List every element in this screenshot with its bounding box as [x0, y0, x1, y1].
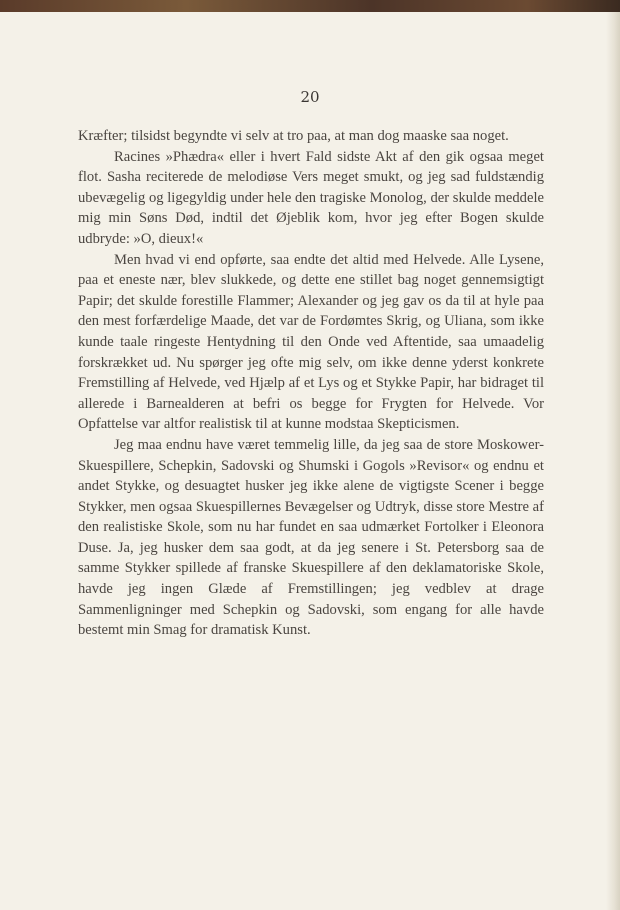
body-text [78, 126, 544, 641]
paragraph: Jeg maa endnu have været temmelig lille, da jeg saa de store Moskower-Skuespillere, Schepkin, Sadovski og Shumski i Gogols »Revisor« og endnu et andet Stykke, og desuagtet husker jeg ikke alene de vigtigste Scener i begge Stykker, men ogsaa Skuespillernes Bevægelser og Udtryk, disse store Mestre af den realistiske Skole, som nu har fundet en saa udmærket Fortolker i Eleonora Duse. Ja, jeg husker dem saa godt, at da jeg senere i St. Petersborg saa de samme Stykker spillede af franske Skuespillere af den deklamatoriske Skole, havde jeg ingen Glæde af Fremstillingen; jeg vedblev at drage Sammenligninger med Schepkin og Sadovski, som engang for alle havde bestemt min Smag for dramatisk Kunst. [78, 436, 544, 639]
paragraph: Men hvad vi end opførte, saa endte det altid med Helvede. Alle Lysene, paa et eneste nær, blev slukkede, og dette ene stillet bag noget gennemsigtigt Papir; det skulde forestille Flammer; Alexander og jeg gav os da til at hyle paa den mest forfærdelige Maade, det var de Fordømtes Skrig, og Uliana, som ikke kunde taale ringeste Hentydning til den Onde ved Aftentide, saa umaadelig forskrækket ud. Nu spørger jeg ofte mig selv, om ikke denne yderst konkrete Fremstilling af Helvede, ved Hjælp af et Lys og et Stykke Papir, har bidraget til allerede i Barnealderen at befri os begge for Frygten for Helvede. Vor Opfattelse var altfor realistisk til at kunne modstaa Skepticismen. [78, 251, 544, 433]
paragraph: Racines »Phædra« eller i hvert Fald sidste Akt af den gik ogsaa meget flot. Sasha reciterede de melodiøse Vers meget smukt, og jeg sad fuldstændig ubevægelig og ligegyldig under hele den tragiske Monolog, der skulde meddele mig min Søns Død, indtil det Øjeblik kom, hvor jeg efter Bogen skulde udbryde: »O, dieux!« [78, 148, 544, 247]
page-right-edge [606, 12, 620, 910]
paragraph: Kræfter; tilsidst begyndte vi selv at tro paa, at man dog maaske saa noget. [78, 128, 509, 144]
page-top-edge [0, 0, 620, 12]
page-number: 20 [300, 88, 320, 106]
